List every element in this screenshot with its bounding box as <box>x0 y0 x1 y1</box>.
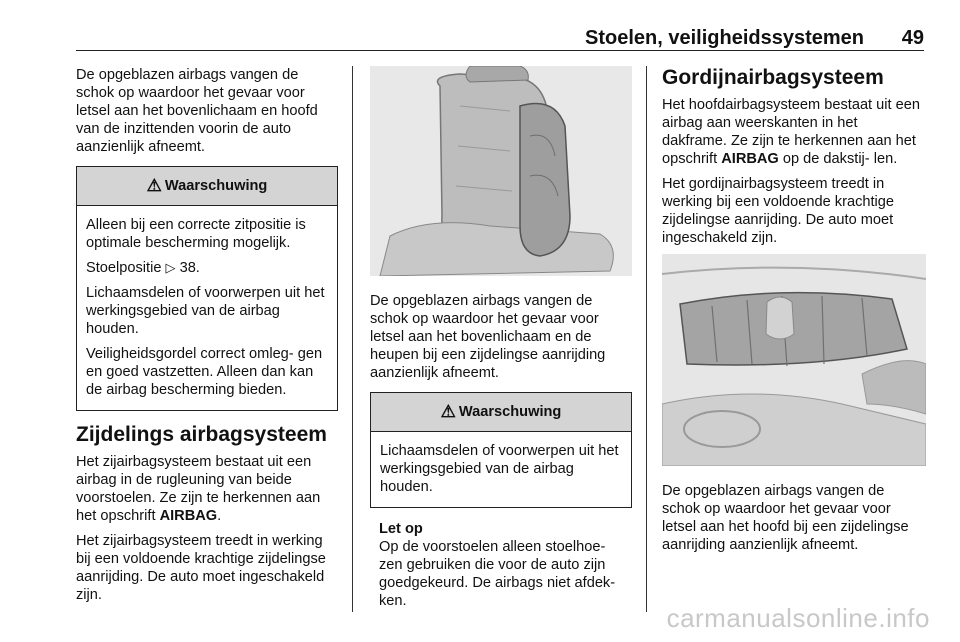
warning-title: Waarschuwing <box>458 404 562 420</box>
section-heading: Gordijnairbagsysteem <box>662 66 884 89</box>
page-header <box>76 24 924 51</box>
side-airbag-illustration <box>370 66 632 276</box>
column-2 <box>370 66 632 617</box>
seat-position-reference <box>86 259 328 277</box>
body-paragraph <box>662 96 926 168</box>
warning-box <box>370 392 632 508</box>
column-3 <box>662 66 926 561</box>
page-title: Stoelen, veiligheidssystemen <box>585 27 864 49</box>
warning-body <box>371 432 631 507</box>
body-text: . <box>217 508 222 524</box>
column-1 <box>76 66 338 611</box>
body-paragraph: Het zijairbagsysteem treedt in werking bij een voldoende krachtige zijdelingse aanrijding. De auto moet ingeschakeld zijn. <box>76 533 326 603</box>
warning-icon: ⚠ <box>146 176 162 195</box>
section-heading: Zijdelings airbagsysteem <box>76 423 327 446</box>
column-divider-1 <box>352 66 353 612</box>
figure-caption: De opgeblazen airbags vangen de schok op waardoor het gevaar voor letsel aan het hoofd bij een zijdelingse aanrijding aanzienlijk afneemt. <box>662 483 909 553</box>
body-text: Het zijairbagsysteem bestaat uit een airbag in de rugleuning van beide voorstoelen. Ze zijn te herkennen aan het opschrift <box>76 454 321 524</box>
curtain-airbag-illustration <box>662 254 926 466</box>
warning-header <box>77 167 337 206</box>
curtain-airbag-image <box>662 254 926 466</box>
warning-text: Alleen bij een correcte zitpositie is optimale bescherming mogelijk. <box>86 217 306 251</box>
column-divider-2 <box>646 66 647 612</box>
warning-text: Veiligheidsgordel correct omleg- gen en goed vastzetten. Alleen dan kan de airbag bescherming bieden. <box>86 346 323 398</box>
reference-page[interactable]: 38. <box>179 260 200 276</box>
note-text: Op de voorstoelen alleen stoelhoe- zen gebruiken die voor de auto zijn goedgekeurd. De airbags niet afdek- ken. <box>379 539 616 609</box>
warning-box <box>76 166 338 411</box>
seat-airbag-image <box>370 66 632 276</box>
figure-caption: De opgeblazen airbags vangen de schok op waardoor het gevaar voor letsel aan het bovenlichaam en de heupen bij een zijdelingse aanrijding aanzienlijk afneemt. <box>370 293 606 381</box>
airbag-label: AIRBAG <box>159 508 218 524</box>
body-text: op de dakstij- len. <box>782 151 898 167</box>
warning-header <box>371 393 631 432</box>
reference-arrow-icon: ▷ <box>165 260 176 275</box>
airbag-label: AIRBAG <box>721 151 779 167</box>
intro-paragraph: De opgeblazen airbags vangen de schok op waardoor het gevaar voor letsel aan het bovenlichaam en hoofd van de inzittenden voorin de auto aanzienlijk afneemt. <box>76 67 318 155</box>
body-paragraph <box>76 453 338 525</box>
body-paragraph: Het gordijnairbagsysteem treedt in werking bij een voldoende krachtige zijdelingse aanrijding. De auto moet ingeschakeld zijn. <box>662 176 895 246</box>
reference-text: Stoelpositie <box>86 260 162 276</box>
note-title: Let op <box>379 521 423 537</box>
warning-text: Lichaamsdelen of voorwerpen uit het werkingsgebied van de airbag houden. <box>86 285 325 337</box>
watermark: carmanualsonline.info <box>666 603 930 633</box>
page-number: 49 <box>901 27 924 49</box>
body-text: Het hoofdairbagsysteem bestaat uit een airbag aan weerskanten in het dakframe. Ze zijn te herkennen aan het opschrift <box>662 97 920 167</box>
warning-body <box>77 206 337 410</box>
warning-text: Lichaamsdelen of voorwerpen uit het werkingsgebied van de airbag houden. <box>380 443 619 495</box>
warning-title: Waarschuwing <box>164 178 268 194</box>
note-block <box>370 520 632 610</box>
warning-icon: ⚠ <box>440 402 456 421</box>
